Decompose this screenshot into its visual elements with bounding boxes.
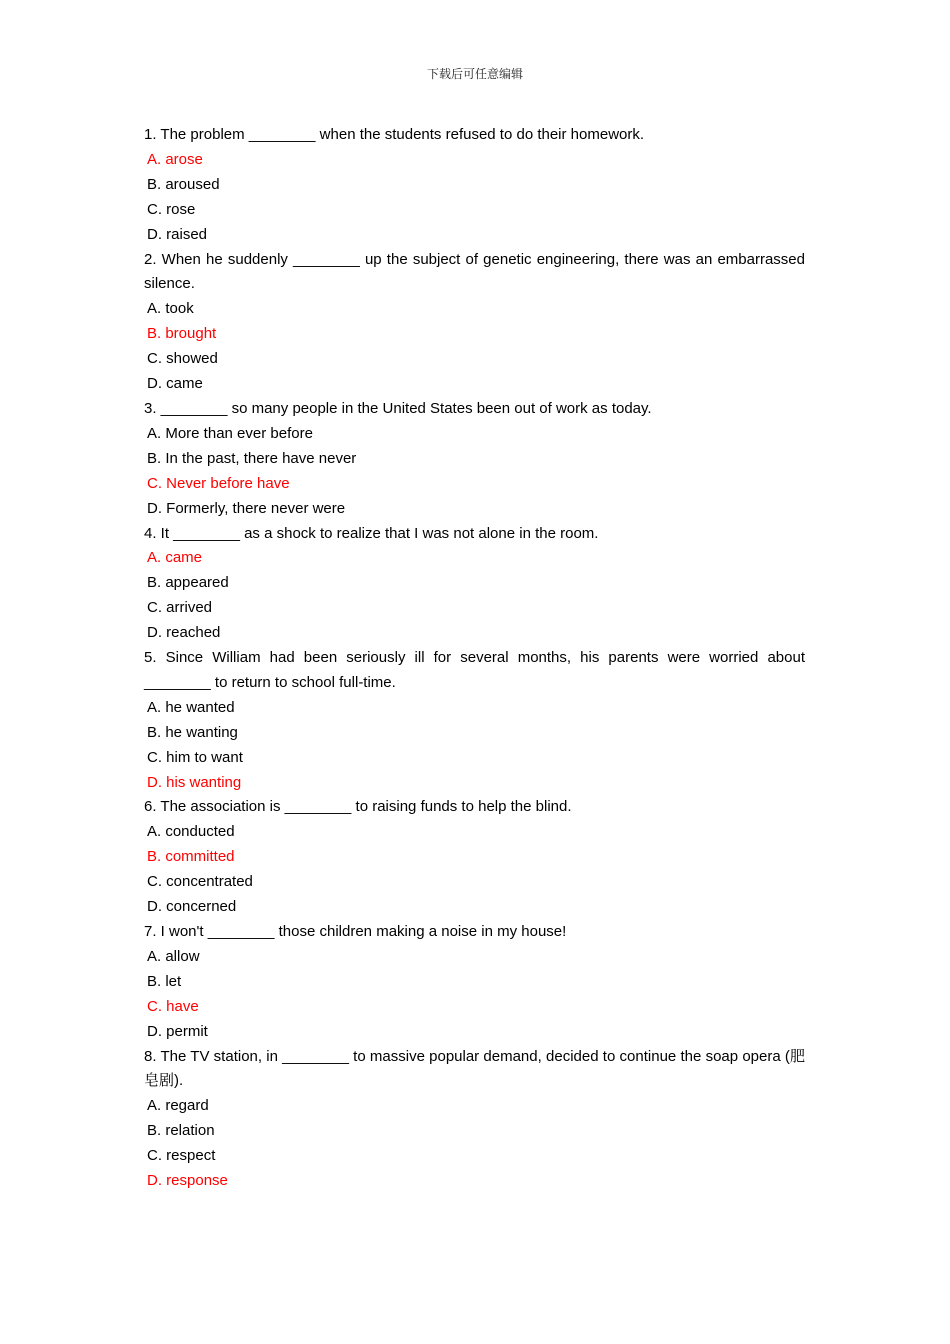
option-c: C. rose — [147, 200, 196, 218]
question-4 — [144, 522, 805, 647]
question-8 — [144, 1045, 805, 1194]
option-c: C. concentrated — [147, 873, 253, 891]
option-c: C. him to want — [147, 748, 243, 766]
option-b: B. he wanting — [147, 723, 238, 741]
option-d: D. concerned — [147, 898, 237, 916]
question-5 — [144, 646, 805, 795]
question-text: 5. Since William had been seriously ill for several months, his parents were worried about ________ to return to school full-time. — [144, 649, 805, 691]
option-c: C. arrived — [147, 599, 213, 617]
option-b-correct: B. committed — [147, 848, 235, 866]
option-d: D. reached — [147, 624, 221, 642]
option-b: B. relation — [147, 1122, 215, 1140]
option-a: A. he wanted — [147, 698, 235, 716]
question-text: 8. The TV station, in ________ to massive popular demand, decided to continue the soap opera (肥皂剧). — [144, 1047, 805, 1090]
option-a: A. allow — [147, 947, 200, 965]
question-1 — [144, 123, 805, 248]
page-header-note: 下载后可任意编辑 — [426, 67, 523, 81]
option-b-correct: B. brought — [147, 325, 217, 343]
question-6 — [144, 795, 805, 920]
question-text: 1. The problem ________ when the students refused to do their homework. — [144, 126, 645, 143]
option-c: C. respect — [147, 1147, 216, 1165]
question-list — [144, 123, 805, 1194]
question-text: 4. It ________ as a shock to realize that I was not alone in the room. — [144, 524, 599, 542]
question-text: 7. I won't ________ those children making a noise in my house! — [144, 923, 567, 940]
option-d: D. Formerly, there never were — [147, 499, 346, 517]
question-text: 3. ________ so many people in the United States been out of work as today. — [144, 399, 652, 417]
option-a: A. took — [147, 300, 194, 318]
option-a-correct: A. came — [147, 549, 203, 567]
question-text: 2. When he suddenly ________ up the subject of genetic engineering, there was an embarrassed silence. — [144, 250, 805, 293]
question-text: 6. The association is ________ to raising funds to help the blind. — [144, 798, 572, 816]
option-c-correct: C. have — [147, 997, 199, 1015]
option-c-correct: C. Never before have — [147, 474, 290, 492]
option-d-correct: D. his wanting — [147, 773, 242, 791]
option-b: B. appeared — [147, 574, 229, 592]
question-7 — [144, 920, 805, 1045]
option-d: D. raised — [147, 225, 208, 243]
option-d-correct: D. response — [147, 1172, 228, 1190]
option-d: D. came — [147, 375, 203, 393]
option-d: D. permit — [147, 1022, 208, 1040]
question-3 — [144, 397, 805, 522]
option-a: A. More than ever before — [147, 424, 313, 442]
option-a: A. regard — [147, 1097, 209, 1115]
option-a-correct: A. arose — [147, 150, 203, 168]
option-b: B. In the past, there have never — [147, 449, 357, 467]
option-b: B. aroused — [147, 175, 220, 193]
option-b: B. let — [147, 972, 182, 990]
option-c: C. showed — [147, 350, 218, 368]
question-2 — [144, 248, 805, 397]
option-a: A. conducted — [147, 823, 235, 841]
